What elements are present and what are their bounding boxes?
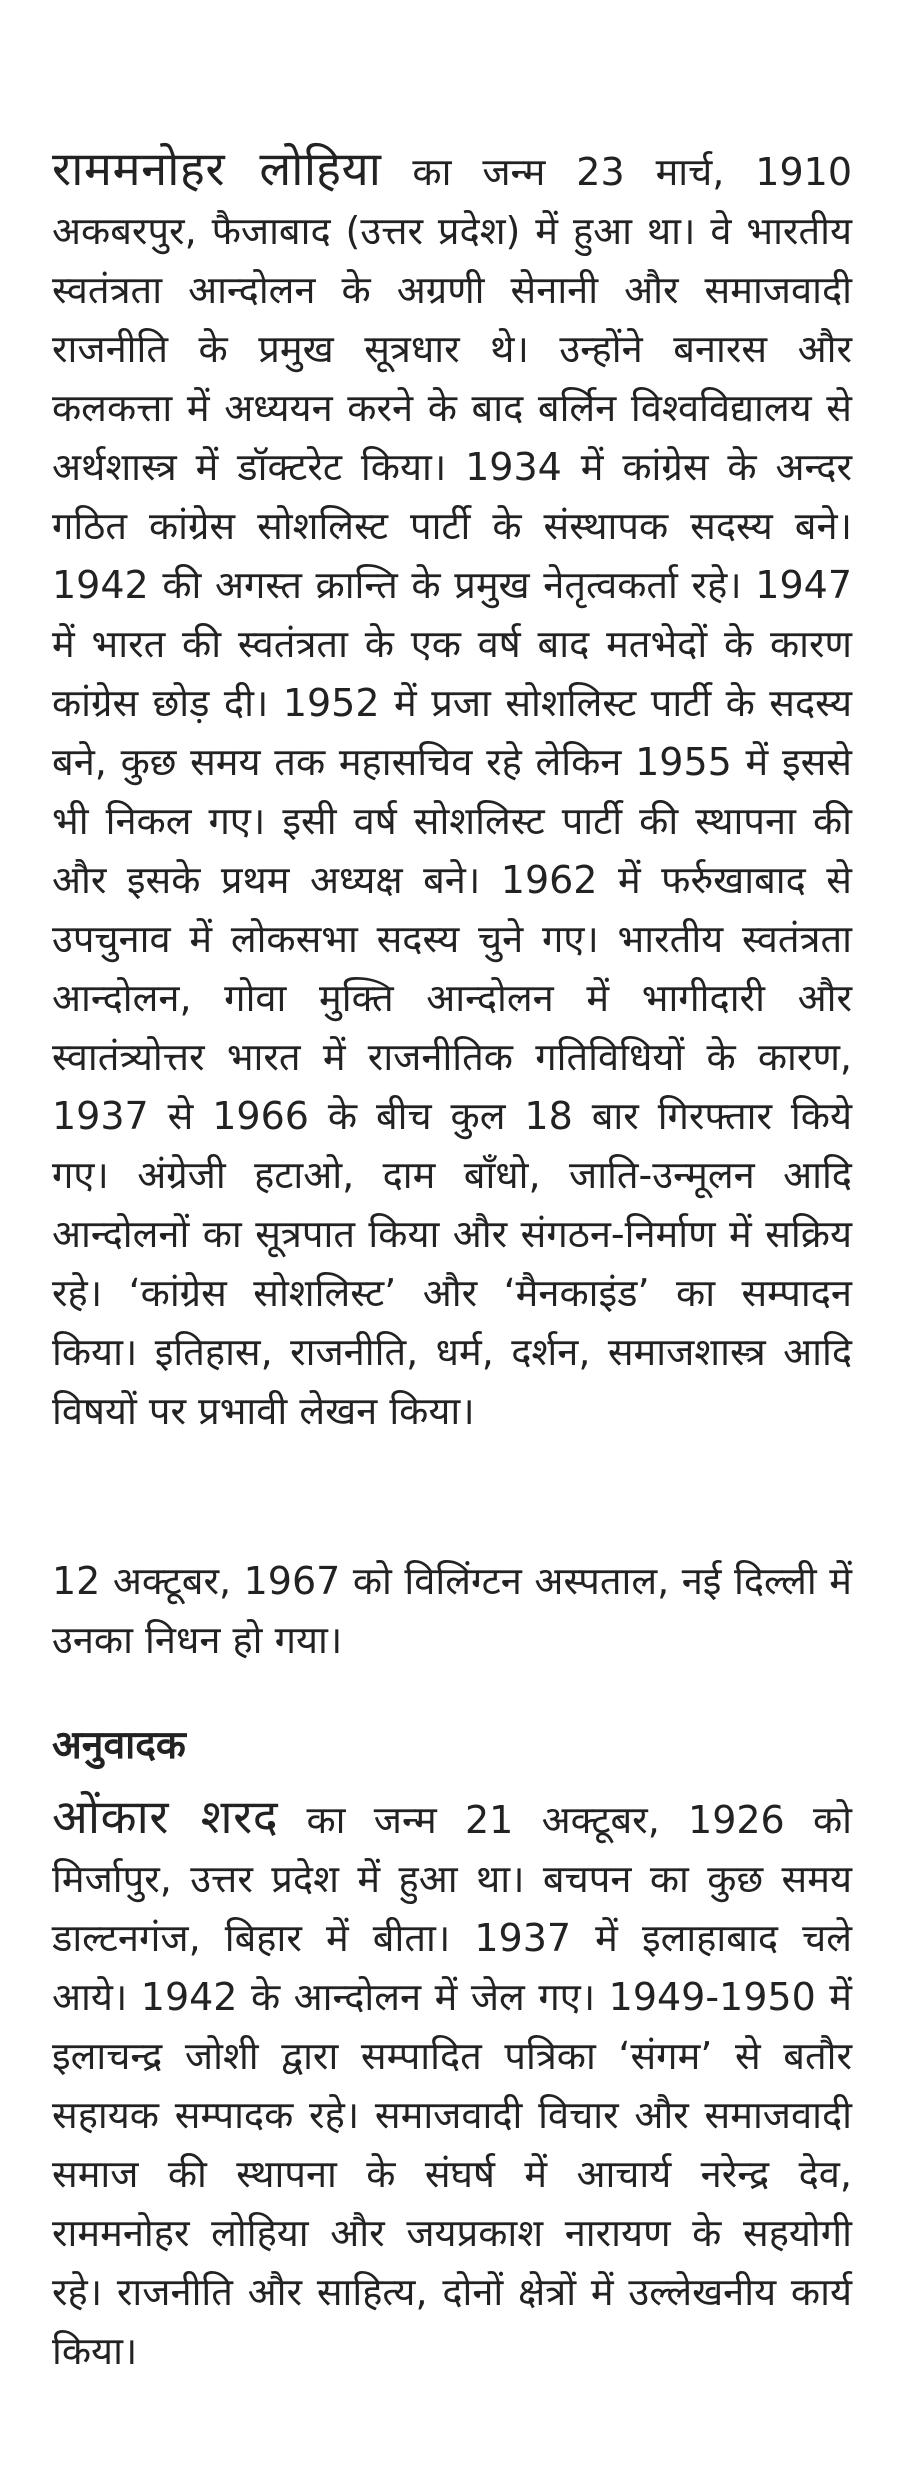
death-paragraph [52,1552,852,1670]
biography-text: का जन्म 23 मार्च, 1910 अकबरपुर, फैजाबाद (उत्तर प्रदेश) में हुआ था। वे भारतीय स्वतंत्रता आन्दोलन के अग्रणी सेनानी और समाजवादी राजनीति के प्रमुख सूत्रधार थे। उन्होंने बनारस और कलकत्ता में अध्ययन करने के बाद बर्लिन विश्वविद्यालय से अर्थशास्त्र में डॉक्टरेट किया। 1934 में कांग्रेस के अन्दर गठित कांग्रेस सोशलिस्ट पार्टी के संस्थापक सदस्य बने। 1942 की अगस्त क्रान्ति के प्रमुख नेतृत्वकर्ता रहे। 1947 में भारत की स्वतंत्रता के एक वर्ष बाद मतभेदों के कारण कांग्रेस छोड़ दी। 1952 में प्रजा सोशलिस्ट पार्टी के सदस्य बने, कुछ समय तक महासचिव रहे लेकिन 1955 में इससे भी निकल गए। इसी वर्ष सोशलिस्ट पार्टी की स्थापना की और इसके प्रथम अध्यक्ष बने। 1962 में फर्रुखाबाद से उपचुनाव में लोकसभा सदस्य चुने गए। भारतीय स्वतंत्रता आन्दोलन, गोवा मुक्ति आन्दोलन में भागीदारी और स्वातंत्र्योत्तर भारत में राजनीतिक गतिविधियों के कारण, 1937 से 1966 के बीच कुल 18 बार गिरफ्तार किये गए। अंग्रेजी हटाओ, दाम बाँधो, जाति-उन्मूलन आदि आन्दोलनों का सूत्रपात किया और संगठन-निर्माण में सक्रिय रहे। ‘कांग्रेस सोशलिस्ट’ और ‘मैनकाइंड’ का सम्पादन किया। इतिहास, राजनीति, धर्म, दर्शन, समाजशास्त्र आदि विषयों पर प्रभावी लेखन किया। [52,150,852,1433]
translator-text: का जन्म 21 अक्टूबर, 1926 को मिर्जापुर, उत्तर प्रदेश में हुआ था। बचपन का कुछ समय डाल्टनगंज, बिहार में बीता। 1937 में इलाहाबाद चले आये। 1942 के आन्दोलन में जेल गए। 1949-1950 में इलाचन्द्र जोशी द्वारा सम्पादित पत्रिका ‘संगम’ से बतौर सहायक सम्पादक रहे। समाजवादी विचार और समाजवादी समाज की स्थापना के संघर्ष में आचार्य नरेन्द्र देव, राममनोहर लोहिया और जयप्रकाश नारायण के सहयोगी रहे। राजनीति और साहित्य, दोनों क्षेत्रों में उल्लेखनीय कार्य किया। [52,1798,852,2373]
biography-paragraph [52,140,852,1441]
death-text: 12 अक्टूबर, 1967 को विलिंग्टन अस्पताल, नई दिल्ली में उनका निधन हो गया। [52,1559,852,1662]
biography-name: राममनोहर लोहिया [52,142,382,197]
translator-name: ओंकार शरद [52,1790,279,1845]
translator-heading: अनुवादक [52,1723,186,1768]
translator-paragraph [52,1788,852,2381]
